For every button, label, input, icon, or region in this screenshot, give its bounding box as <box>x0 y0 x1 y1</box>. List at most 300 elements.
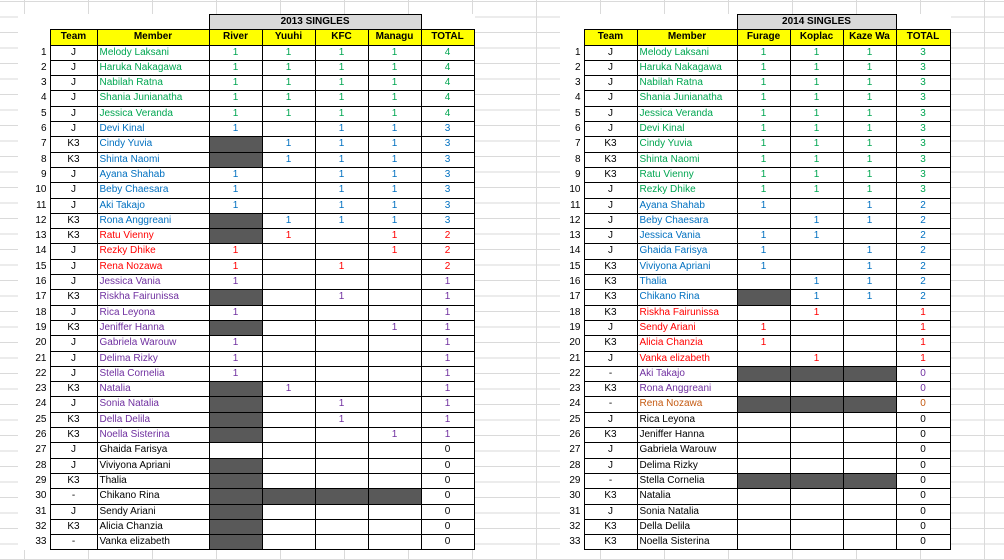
total-cell[interactable]: 3 <box>896 137 950 152</box>
team-cell[interactable]: K3 <box>50 229 97 244</box>
score-cell[interactable]: 1 <box>315 106 368 121</box>
team-cell[interactable]: K3 <box>584 428 637 443</box>
score-cell[interactable] <box>368 504 421 519</box>
header-furage[interactable]: Furage <box>737 30 790 45</box>
score-cell[interactable] <box>737 366 790 381</box>
score-cell[interactable] <box>209 290 262 305</box>
score-cell[interactable] <box>737 305 790 320</box>
score-cell[interactable]: 1 <box>209 122 262 137</box>
score-cell[interactable] <box>315 535 368 550</box>
score-cell[interactable] <box>209 504 262 519</box>
score-cell[interactable]: 1 <box>209 167 262 182</box>
total-cell[interactable]: 3 <box>896 167 950 182</box>
team-cell[interactable]: J <box>50 106 97 121</box>
score-cell[interactable]: 1 <box>843 106 896 121</box>
team-cell[interactable]: J <box>584 60 637 75</box>
team-cell[interactable]: J <box>50 76 97 91</box>
team-cell[interactable]: K3 <box>50 428 97 443</box>
score-cell[interactable]: 1 <box>368 76 421 91</box>
score-cell[interactable] <box>262 458 315 473</box>
total-cell[interactable]: 3 <box>421 122 474 137</box>
team-cell[interactable]: - <box>50 489 97 504</box>
score-cell[interactable] <box>790 382 843 397</box>
total-cell[interactable]: 1 <box>421 412 474 427</box>
score-cell[interactable] <box>737 213 790 228</box>
score-cell[interactable]: 1 <box>790 76 843 91</box>
total-cell[interactable]: 4 <box>421 76 474 91</box>
score-cell[interactable] <box>790 198 843 213</box>
team-cell[interactable]: K3 <box>50 519 97 534</box>
member-cell[interactable]: Natalia <box>97 382 209 397</box>
team-cell[interactable]: K3 <box>584 167 637 182</box>
member-cell[interactable]: Chikano Rina <box>637 290 737 305</box>
score-cell[interactable] <box>262 412 315 427</box>
score-cell[interactable] <box>262 305 315 320</box>
total-cell[interactable]: 0 <box>896 366 950 381</box>
score-cell[interactable] <box>315 320 368 335</box>
team-cell[interactable]: K3 <box>584 382 637 397</box>
score-cell[interactable]: 1 <box>737 259 790 274</box>
total-cell[interactable]: 1 <box>421 305 474 320</box>
member-cell[interactable]: Viviyona Apriani <box>637 259 737 274</box>
score-cell[interactable] <box>315 519 368 534</box>
member-cell[interactable]: Alicia Chanzia <box>97 519 209 534</box>
team-cell[interactable]: K3 <box>584 275 637 290</box>
total-cell[interactable]: 3 <box>896 76 950 91</box>
score-cell[interactable] <box>790 336 843 351</box>
team-cell[interactable]: J <box>584 106 637 121</box>
score-cell[interactable] <box>262 397 315 412</box>
total-cell[interactable]: 1 <box>896 336 950 351</box>
score-cell[interactable] <box>368 489 421 504</box>
score-cell[interactable] <box>737 443 790 458</box>
table-title[interactable]: 2013 SINGLES <box>209 15 421 30</box>
score-cell[interactable] <box>737 489 790 504</box>
member-cell[interactable]: Noella Sisterina <box>637 535 737 550</box>
score-cell[interactable]: 1 <box>843 152 896 167</box>
score-cell[interactable]: 1 <box>315 198 368 213</box>
score-cell[interactable] <box>737 458 790 473</box>
member-cell[interactable]: Sendy Ariani <box>97 504 209 519</box>
total-cell[interactable]: 0 <box>421 535 474 550</box>
member-cell[interactable]: Rona Anggreani <box>97 213 209 228</box>
team-cell[interactable]: J <box>50 458 97 473</box>
score-cell[interactable]: 1 <box>315 397 368 412</box>
member-cell[interactable]: Viviyona Apriani <box>97 458 209 473</box>
header-member[interactable]: Member <box>637 30 737 45</box>
score-cell[interactable] <box>843 458 896 473</box>
team-cell[interactable]: - <box>584 473 637 488</box>
score-cell[interactable] <box>843 305 896 320</box>
total-cell[interactable]: 3 <box>421 183 474 198</box>
total-cell[interactable]: 3 <box>896 122 950 137</box>
member-cell[interactable]: Melody Laksani <box>97 45 209 60</box>
member-cell[interactable]: Beby Chaesara <box>97 183 209 198</box>
score-cell[interactable] <box>368 519 421 534</box>
score-cell[interactable] <box>790 535 843 550</box>
score-cell[interactable] <box>262 336 315 351</box>
team-cell[interactable]: J <box>50 167 97 182</box>
total-cell[interactable]: 0 <box>896 458 950 473</box>
team-cell[interactable]: K3 <box>50 412 97 427</box>
score-cell[interactable] <box>790 244 843 259</box>
score-cell[interactable]: 1 <box>368 167 421 182</box>
header-managu[interactable]: Managu <box>368 30 421 45</box>
score-cell[interactable]: 1 <box>262 137 315 152</box>
score-cell[interactable]: 1 <box>790 305 843 320</box>
score-cell[interactable]: 1 <box>315 137 368 152</box>
team-cell[interactable]: - <box>584 366 637 381</box>
total-cell[interactable]: 1 <box>421 275 474 290</box>
member-cell[interactable]: Jeniffer Hanna <box>637 428 737 443</box>
score-cell[interactable]: 1 <box>368 91 421 106</box>
score-cell[interactable]: 1 <box>209 259 262 274</box>
score-cell[interactable] <box>790 458 843 473</box>
member-cell[interactable]: Rena Nozawa <box>637 397 737 412</box>
score-cell[interactable] <box>843 397 896 412</box>
score-cell[interactable] <box>368 275 421 290</box>
score-cell[interactable] <box>790 397 843 412</box>
score-cell[interactable] <box>315 382 368 397</box>
score-cell[interactable]: 1 <box>368 320 421 335</box>
total-cell[interactable]: 0 <box>421 443 474 458</box>
member-cell[interactable]: Vanka elizabeth <box>637 351 737 366</box>
score-cell[interactable] <box>737 382 790 397</box>
score-cell[interactable] <box>368 366 421 381</box>
score-cell[interactable]: 1 <box>262 229 315 244</box>
score-cell[interactable] <box>843 535 896 550</box>
score-cell[interactable] <box>790 489 843 504</box>
score-cell[interactable]: 1 <box>368 106 421 121</box>
score-cell[interactable] <box>790 519 843 534</box>
score-cell[interactable]: 1 <box>790 45 843 60</box>
member-cell[interactable]: Chikano Rina <box>97 489 209 504</box>
score-cell[interactable] <box>315 336 368 351</box>
score-cell[interactable]: 1 <box>790 167 843 182</box>
score-cell[interactable] <box>262 443 315 458</box>
score-cell[interactable] <box>368 458 421 473</box>
team-cell[interactable]: J <box>50 351 97 366</box>
score-cell[interactable] <box>843 473 896 488</box>
score-cell[interactable] <box>790 473 843 488</box>
score-cell[interactable]: 1 <box>790 152 843 167</box>
member-cell[interactable]: Nabilah Ratna <box>637 76 737 91</box>
score-cell[interactable] <box>262 183 315 198</box>
score-cell[interactable] <box>209 397 262 412</box>
member-cell[interactable]: Ghaida Farisya <box>637 244 737 259</box>
score-cell[interactable] <box>262 535 315 550</box>
member-cell[interactable]: Jessica Vania <box>637 229 737 244</box>
score-cell[interactable] <box>315 489 368 504</box>
total-cell[interactable]: 0 <box>896 412 950 427</box>
score-cell[interactable] <box>209 137 262 152</box>
score-cell[interactable] <box>262 489 315 504</box>
score-cell[interactable]: 1 <box>315 183 368 198</box>
score-cell[interactable]: 1 <box>843 183 896 198</box>
team-cell[interactable]: J <box>584 183 637 198</box>
member-cell[interactable]: Ayana Shahab <box>97 167 209 182</box>
score-cell[interactable]: 1 <box>843 198 896 213</box>
total-cell[interactable]: 2 <box>896 198 950 213</box>
score-cell[interactable]: 1 <box>209 45 262 60</box>
score-cell[interactable]: 1 <box>790 183 843 198</box>
score-cell[interactable] <box>368 351 421 366</box>
score-cell[interactable] <box>368 397 421 412</box>
team-cell[interactable]: J <box>584 412 637 427</box>
header-river[interactable]: River <box>209 30 262 45</box>
score-cell[interactable]: 1 <box>262 91 315 106</box>
score-cell[interactable]: 1 <box>315 152 368 167</box>
member-cell[interactable]: Jeniffer Hanna <box>97 320 209 335</box>
total-cell[interactable]: 3 <box>896 106 950 121</box>
score-cell[interactable] <box>737 428 790 443</box>
score-cell[interactable]: 1 <box>209 198 262 213</box>
score-cell[interactable]: 1 <box>262 76 315 91</box>
score-cell[interactable] <box>843 428 896 443</box>
total-cell[interactable]: 3 <box>896 152 950 167</box>
score-cell[interactable] <box>368 259 421 274</box>
member-cell[interactable]: Ayana Shahab <box>637 198 737 213</box>
total-cell[interactable]: 0 <box>896 443 950 458</box>
member-cell[interactable]: Devi Kinal <box>97 122 209 137</box>
team-cell[interactable]: J <box>584 351 637 366</box>
member-cell[interactable]: Jessica Veranda <box>97 106 209 121</box>
score-cell[interactable] <box>209 489 262 504</box>
member-cell[interactable]: Beby Chaesara <box>637 213 737 228</box>
score-cell[interactable] <box>737 504 790 519</box>
score-cell[interactable]: 1 <box>843 213 896 228</box>
member-cell[interactable]: Stella Cornelia <box>97 366 209 381</box>
total-cell[interactable]: 4 <box>421 91 474 106</box>
total-cell[interactable]: 2 <box>896 259 950 274</box>
score-cell[interactable]: 1 <box>209 275 262 290</box>
member-cell[interactable]: Rica Leyona <box>637 412 737 427</box>
member-cell[interactable]: Ratu Vienny <box>97 229 209 244</box>
score-cell[interactable]: 1 <box>209 366 262 381</box>
team-cell[interactable]: K3 <box>584 305 637 320</box>
team-cell[interactable]: J <box>584 458 637 473</box>
score-cell[interactable]: 1 <box>209 351 262 366</box>
score-cell[interactable]: 1 <box>315 213 368 228</box>
score-cell[interactable] <box>209 519 262 534</box>
score-cell[interactable]: 1 <box>843 290 896 305</box>
score-cell[interactable] <box>209 229 262 244</box>
score-cell[interactable]: 1 <box>790 275 843 290</box>
member-cell[interactable]: Delima Rizky <box>637 458 737 473</box>
score-cell[interactable] <box>790 320 843 335</box>
score-cell[interactable]: 1 <box>843 45 896 60</box>
score-cell[interactable] <box>209 428 262 443</box>
score-cell[interactable] <box>315 244 368 259</box>
team-cell[interactable]: J <box>584 320 637 335</box>
header-koplac[interactable]: Koplac <box>790 30 843 45</box>
total-cell[interactable]: 0 <box>896 535 950 550</box>
team-cell[interactable]: K3 <box>584 336 637 351</box>
total-cell[interactable]: 3 <box>421 198 474 213</box>
team-cell[interactable]: J <box>584 244 637 259</box>
member-cell[interactable]: Rezky Dhike <box>97 244 209 259</box>
score-cell[interactable]: 1 <box>737 320 790 335</box>
member-cell[interactable]: Stella Cornelia <box>637 473 737 488</box>
team-cell[interactable]: J <box>584 443 637 458</box>
member-cell[interactable]: Noella Sisterina <box>97 428 209 443</box>
score-cell[interactable] <box>843 336 896 351</box>
score-cell[interactable] <box>737 412 790 427</box>
total-cell[interactable]: 0 <box>896 428 950 443</box>
team-cell[interactable]: K3 <box>584 259 637 274</box>
team-cell[interactable]: K3 <box>584 290 637 305</box>
score-cell[interactable]: 1 <box>368 229 421 244</box>
score-cell[interactable] <box>843 351 896 366</box>
team-cell[interactable]: K3 <box>584 519 637 534</box>
total-cell[interactable]: 1 <box>896 320 950 335</box>
score-cell[interactable] <box>315 473 368 488</box>
score-cell[interactable]: 1 <box>790 91 843 106</box>
member-cell[interactable]: Cindy Yuvia <box>637 137 737 152</box>
score-cell[interactable] <box>315 305 368 320</box>
score-cell[interactable] <box>737 535 790 550</box>
score-cell[interactable]: 1 <box>737 106 790 121</box>
member-cell[interactable]: Delima Rizky <box>97 351 209 366</box>
team-cell[interactable]: J <box>50 198 97 213</box>
team-cell[interactable]: J <box>50 366 97 381</box>
total-cell[interactable]: 1 <box>421 320 474 335</box>
score-cell[interactable]: 1 <box>737 76 790 91</box>
score-cell[interactable]: 1 <box>790 122 843 137</box>
score-cell[interactable] <box>737 275 790 290</box>
score-cell[interactable] <box>843 229 896 244</box>
score-cell[interactable]: 1 <box>843 244 896 259</box>
total-cell[interactable]: 0 <box>421 489 474 504</box>
total-cell[interactable]: 3 <box>896 45 950 60</box>
score-cell[interactable] <box>790 428 843 443</box>
member-cell[interactable]: Jessica Vania <box>97 275 209 290</box>
score-cell[interactable]: 1 <box>790 229 843 244</box>
member-cell[interactable]: Rona Anggreani <box>637 382 737 397</box>
score-cell[interactable]: 1 <box>737 244 790 259</box>
score-cell[interactable]: 1 <box>790 106 843 121</box>
score-cell[interactable]: 1 <box>315 412 368 427</box>
total-cell[interactable]: 0 <box>896 382 950 397</box>
score-cell[interactable]: 1 <box>209 76 262 91</box>
member-cell[interactable]: Shinta Naomi <box>637 152 737 167</box>
score-cell[interactable] <box>262 198 315 213</box>
team-cell[interactable]: J <box>584 198 637 213</box>
score-cell[interactable]: 1 <box>209 244 262 259</box>
member-cell[interactable]: Vanka elizabeth <box>97 535 209 550</box>
score-cell[interactable] <box>209 458 262 473</box>
score-cell[interactable]: 1 <box>262 45 315 60</box>
team-cell[interactable]: J <box>50 244 97 259</box>
team-cell[interactable]: J <box>50 336 97 351</box>
score-cell[interactable]: 1 <box>262 382 315 397</box>
team-cell[interactable]: K3 <box>584 489 637 504</box>
header-team[interactable]: Team <box>50 30 97 45</box>
score-cell[interactable]: 1 <box>315 76 368 91</box>
member-cell[interactable]: Ghaida Farisya <box>97 443 209 458</box>
member-cell[interactable]: Melody Laksani <box>637 45 737 60</box>
member-cell[interactable]: Aki Takajo <box>97 198 209 213</box>
total-cell[interactable]: 1 <box>421 351 474 366</box>
score-cell[interactable] <box>315 351 368 366</box>
team-cell[interactable]: J <box>584 229 637 244</box>
score-cell[interactable] <box>843 320 896 335</box>
score-cell[interactable]: 1 <box>368 122 421 137</box>
score-cell[interactable]: 1 <box>790 290 843 305</box>
total-cell[interactable]: 3 <box>421 167 474 182</box>
member-cell[interactable]: Haruka Nakagawa <box>637 60 737 75</box>
team-cell[interactable]: J <box>50 91 97 106</box>
score-cell[interactable] <box>368 412 421 427</box>
score-cell[interactable] <box>737 290 790 305</box>
score-cell[interactable]: 1 <box>737 91 790 106</box>
header-kaze-wa[interactable]: Kaze Wa <box>843 30 896 45</box>
total-cell[interactable]: 3 <box>421 137 474 152</box>
score-cell[interactable]: 1 <box>737 198 790 213</box>
total-cell[interactable]: 0 <box>896 397 950 412</box>
total-cell[interactable]: 3 <box>421 213 474 228</box>
team-cell[interactable]: J <box>584 213 637 228</box>
score-cell[interactable]: 1 <box>262 213 315 228</box>
score-cell[interactable] <box>368 305 421 320</box>
score-cell[interactable]: 1 <box>368 213 421 228</box>
team-cell[interactable]: - <box>584 397 637 412</box>
score-cell[interactable] <box>262 320 315 335</box>
total-cell[interactable]: 3 <box>896 60 950 75</box>
score-cell[interactable] <box>209 443 262 458</box>
score-cell[interactable] <box>315 275 368 290</box>
score-cell[interactable] <box>368 382 421 397</box>
score-cell[interactable]: 1 <box>737 229 790 244</box>
total-cell[interactable]: 0 <box>421 519 474 534</box>
team-cell[interactable]: J <box>50 183 97 198</box>
total-cell[interactable]: 2 <box>896 213 950 228</box>
score-cell[interactable]: 1 <box>843 91 896 106</box>
score-cell[interactable] <box>262 167 315 182</box>
score-cell[interactable] <box>262 473 315 488</box>
score-cell[interactable]: 1 <box>368 60 421 75</box>
header-yuuhi[interactable]: Yuuhi <box>262 30 315 45</box>
total-cell[interactable]: 0 <box>896 504 950 519</box>
score-cell[interactable] <box>209 152 262 167</box>
score-cell[interactable] <box>262 290 315 305</box>
team-cell[interactable]: J <box>584 504 637 519</box>
member-cell[interactable]: Rezky Dhike <box>637 183 737 198</box>
score-cell[interactable]: 1 <box>368 244 421 259</box>
score-cell[interactable]: 1 <box>262 60 315 75</box>
member-cell[interactable]: Thalia <box>637 275 737 290</box>
team-cell[interactable]: K3 <box>50 290 97 305</box>
score-cell[interactable]: 1 <box>843 60 896 75</box>
score-cell[interactable] <box>737 351 790 366</box>
member-cell[interactable]: Cindy Yuvia <box>97 137 209 152</box>
score-cell[interactable] <box>368 473 421 488</box>
member-cell[interactable]: Shania Junianatha <box>97 91 209 106</box>
total-cell[interactable]: 2 <box>421 244 474 259</box>
total-cell[interactable]: 4 <box>421 106 474 121</box>
score-cell[interactable]: 1 <box>315 91 368 106</box>
score-cell[interactable]: 1 <box>737 167 790 182</box>
total-cell[interactable]: 4 <box>421 45 474 60</box>
score-cell[interactable] <box>209 412 262 427</box>
score-cell[interactable]: 1 <box>368 137 421 152</box>
score-cell[interactable]: 1 <box>790 137 843 152</box>
score-cell[interactable] <box>843 382 896 397</box>
score-cell[interactable] <box>262 122 315 137</box>
score-cell[interactable] <box>209 213 262 228</box>
score-cell[interactable] <box>315 458 368 473</box>
score-cell[interactable] <box>262 244 315 259</box>
